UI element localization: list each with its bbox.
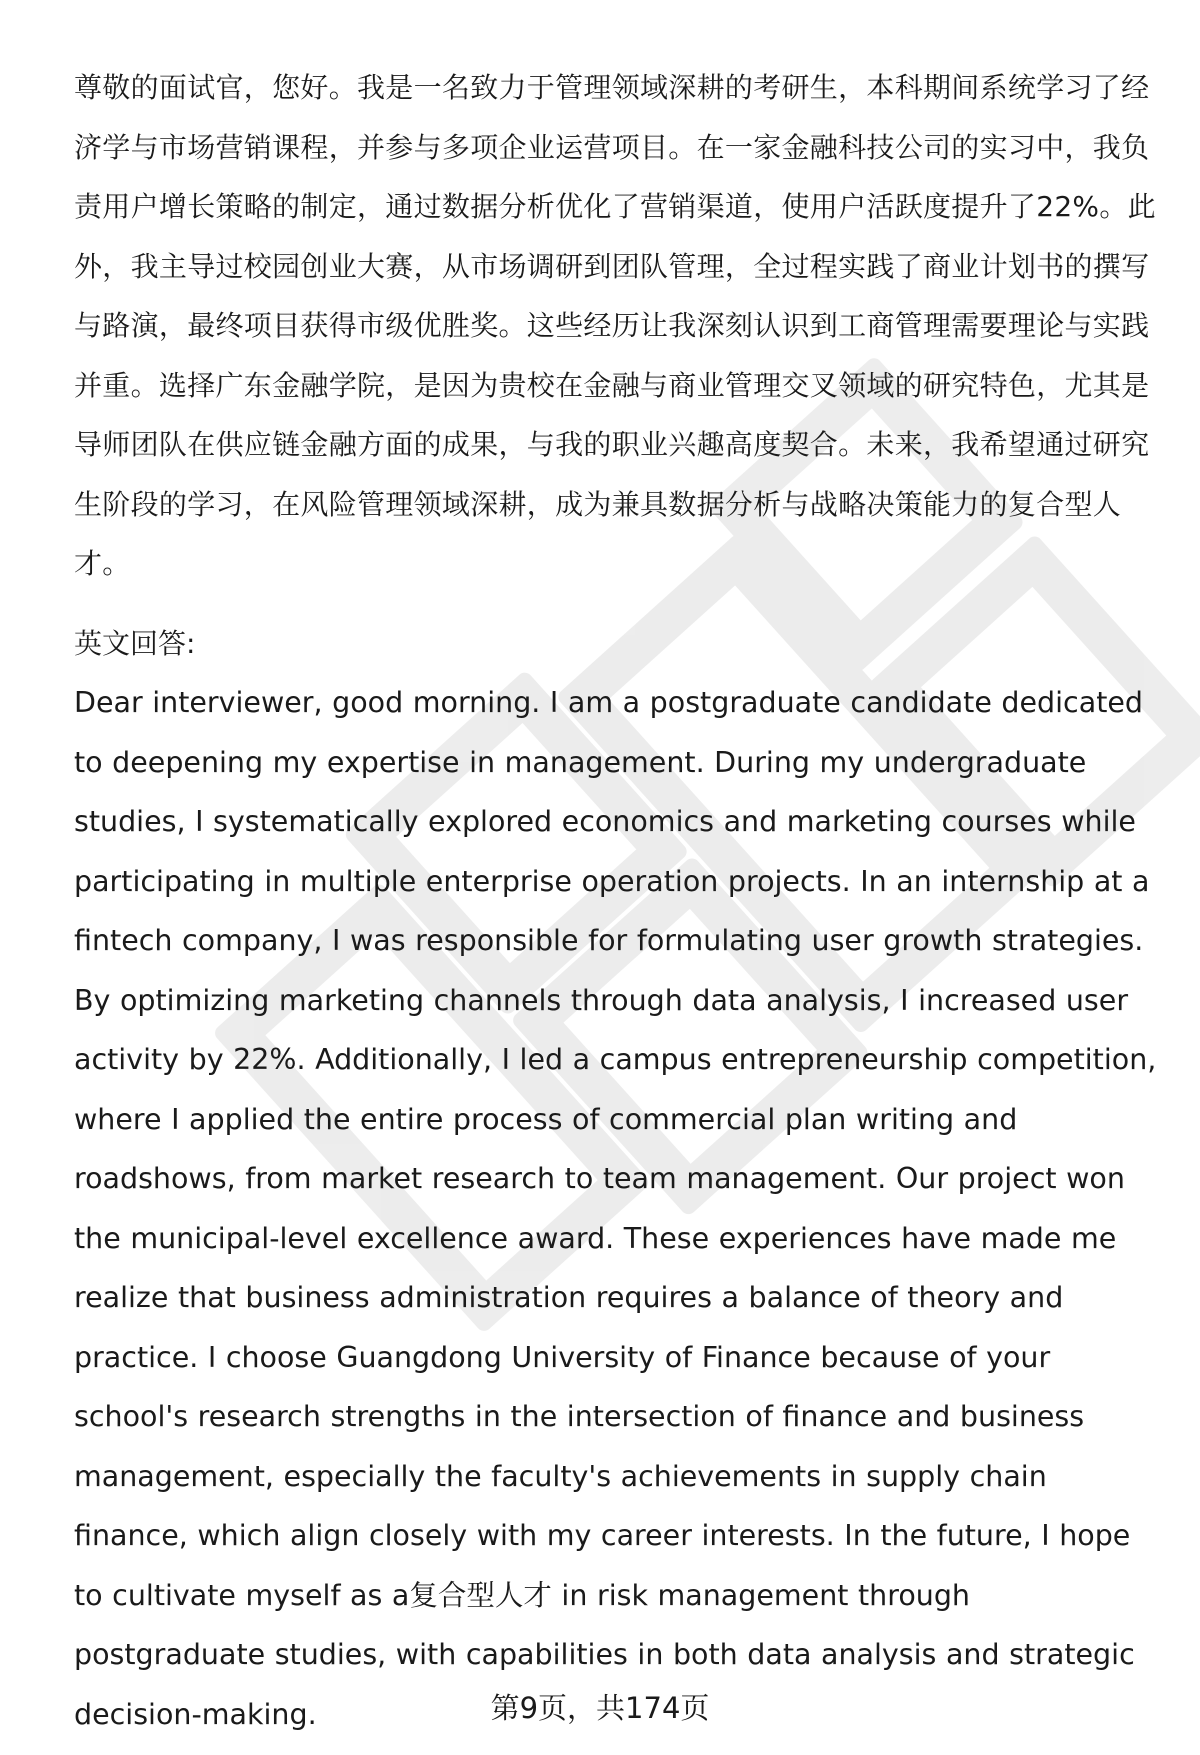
document-page (74, 58, 1164, 1744)
english-answer-paragraph: Dear interviewer, good morning. I am a postgraduate candidate dedicated to deepening my expertise in management. During my undergraduate studies, I systematically explored economics and marketing courses while participating in multiple enterprise operation projects. In an internship at a fintech company, I was responsible for formulating user growth strategies. By optimizing marketing channels through data analysis, I increased user activity by 22%. Additionally, I led a campus entrepreneurship competition, where I applied the entire process of commercial plan writing and roadshows, from market research to team management. Our project won the municipal-level excellence award. These experiences have made me realize that business administration requires a balance of theory and practice. I choose Guangdong University of Finance because of your school's research strengths in the intersection of finance and business management, especially the faculty's achievements in supply chain finance, which align closely with my career interests. In the future, I hope to cultivate myself as a复合型人才 in risk management through postgraduate studies, with capabilities in both data analysis and strategic decision-making. (74, 686, 1157, 1731)
chinese-answer-paragraph: 尊敬的面试官，您好。我是一名致力于管理领域深耕的考研生，本科期间系统学习了经济学与市场营销课程，并参与多项企业运营项目。在一家金融科技公司的实习中，我负责用户增长策略的制定，通过数据分析优化了营销渠道，使用户活跃度提升了22%。此外，我主导过校园创业大赛，从市场调研到团队管理，全过程实践了商业计划书的撰写与路演，最终项目获得市级优胜奖。这些经历让我深刻认识到工商管理需要理论与实践并重。选择广东金融学院，是因为贵校在金融与商业管理交叉领域的研究特色，尤其是导师团队在供应链金融方面的成果，与我的职业兴趣高度契合。未来，我希望通过研究生阶段的学习，在风险管理领域深耕，成为兼具数据分析与战略决策能力的复合型人才。 (74, 71, 1156, 580)
english-answer-label: 英文回答: (74, 626, 196, 660)
page-number-footer: 第9页，共174页 (490, 1691, 710, 1725)
